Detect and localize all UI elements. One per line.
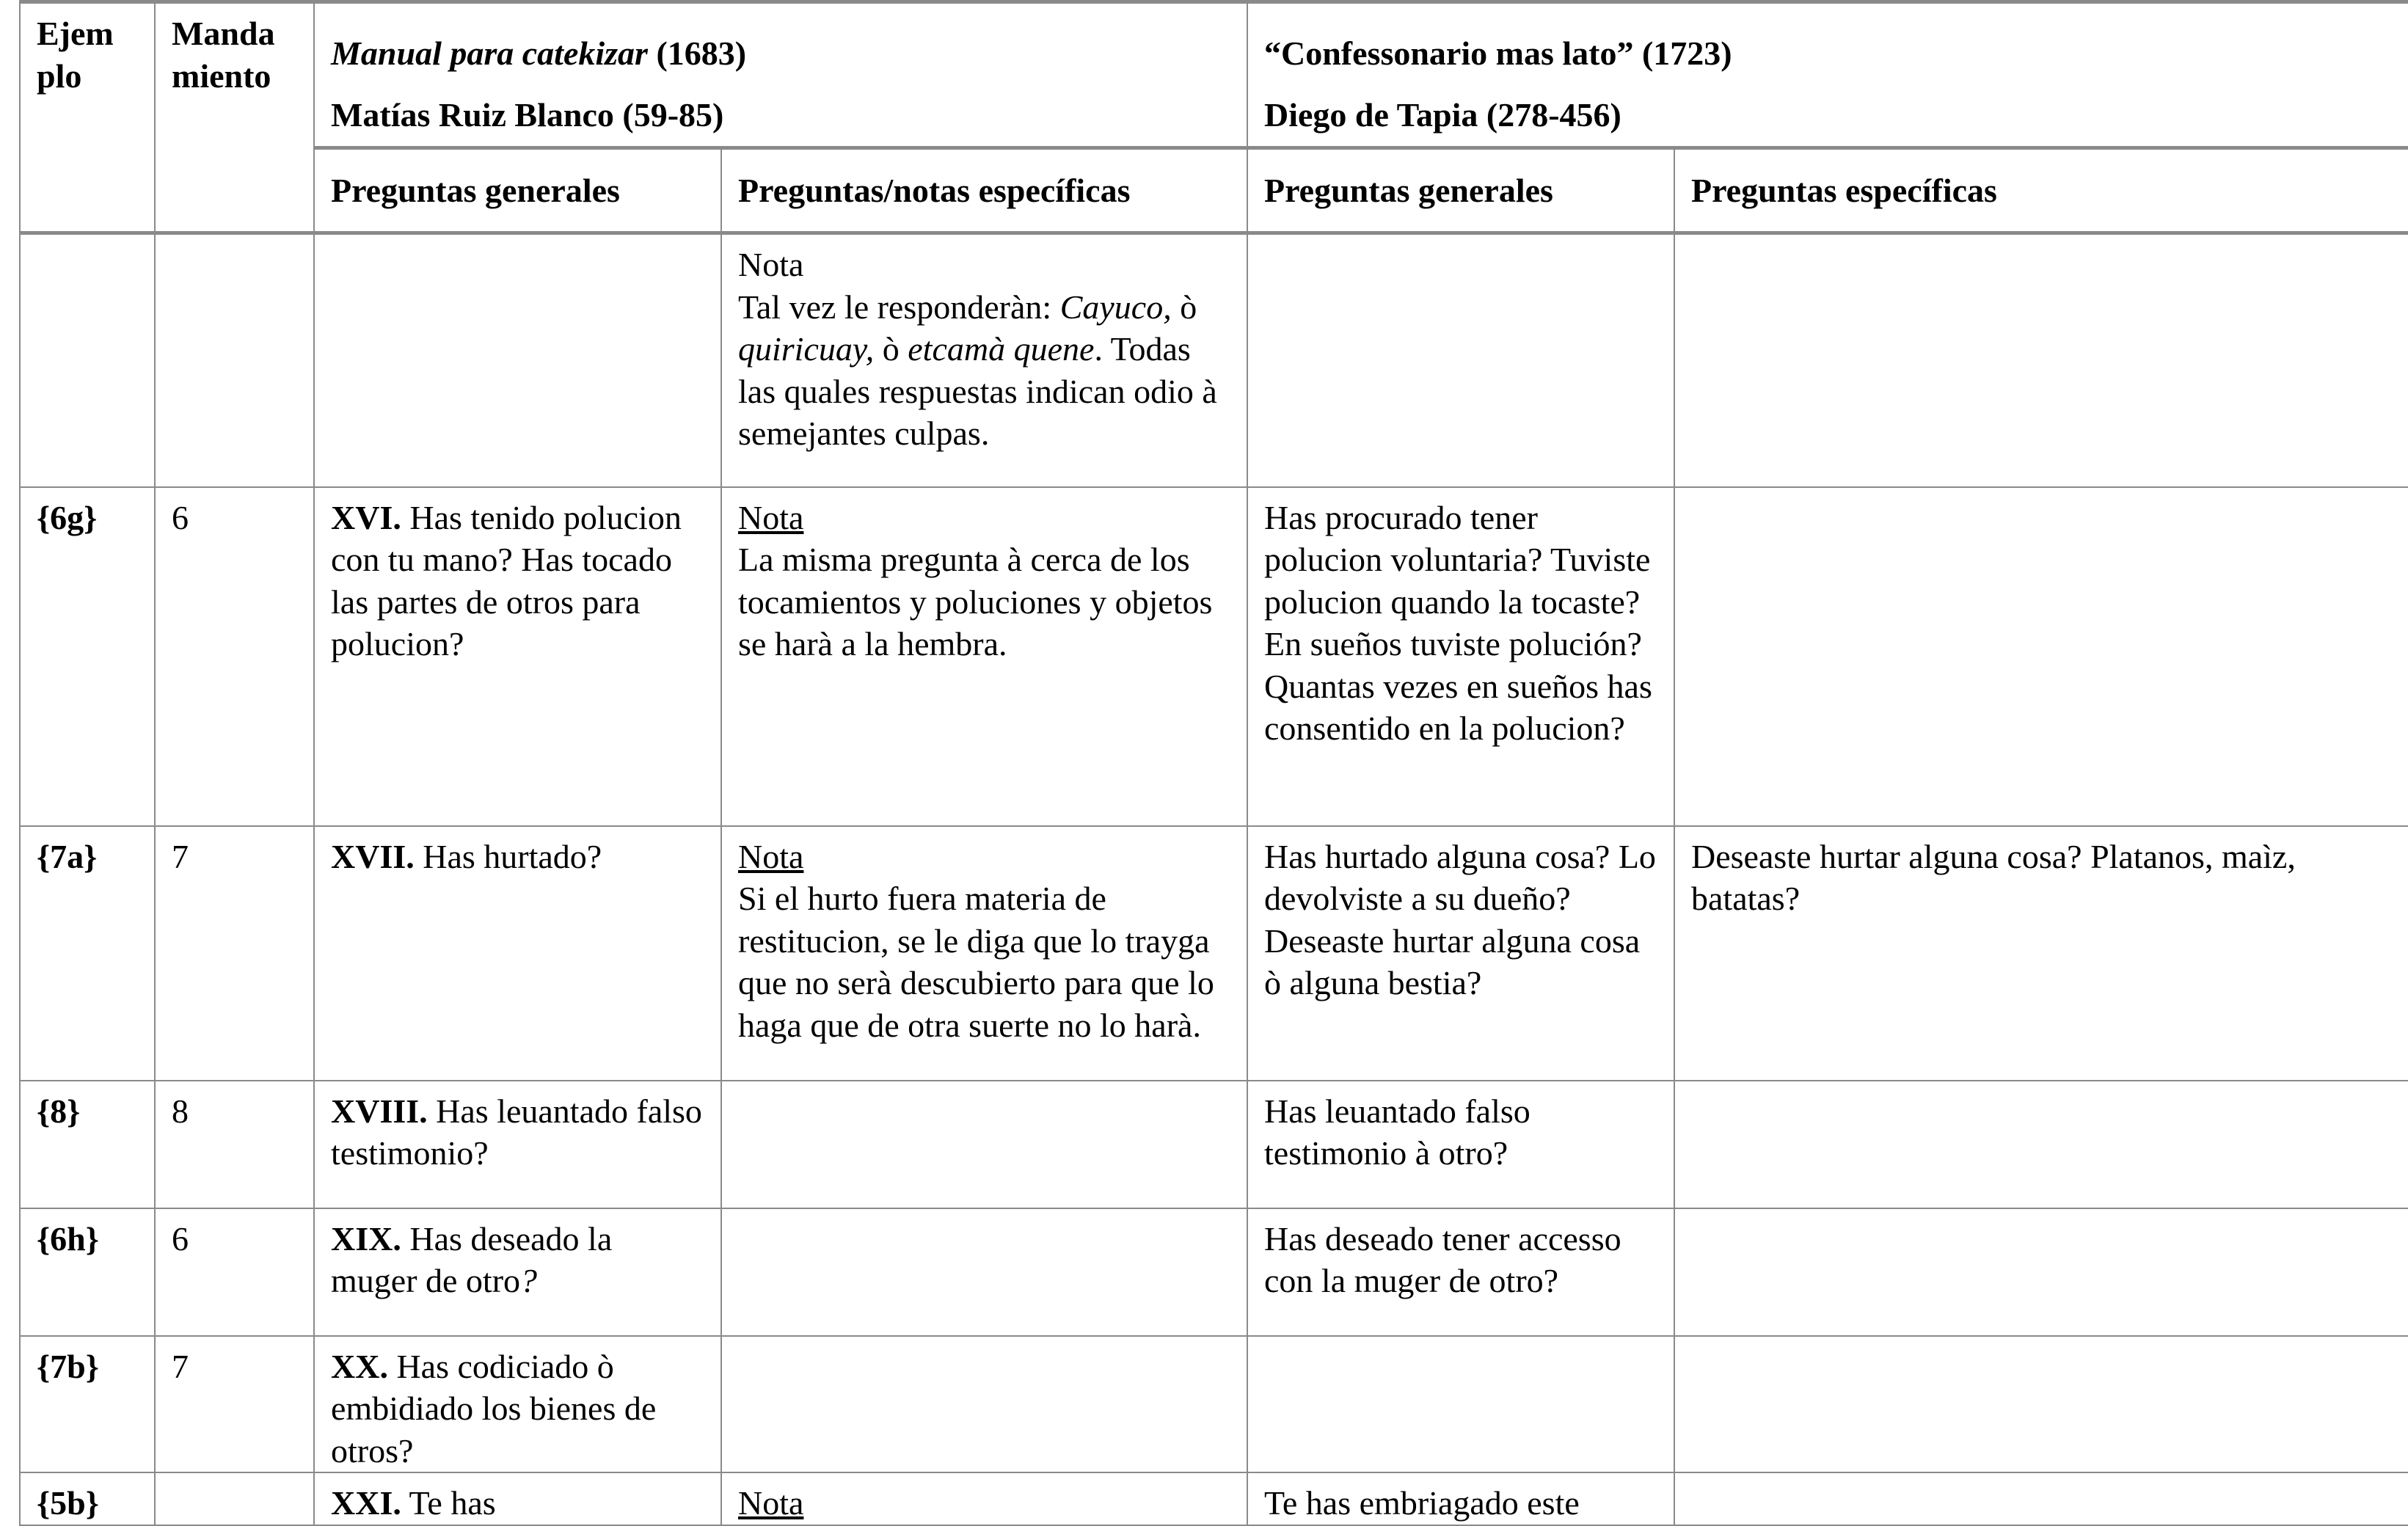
subheader-s1-specific: Preguntas/notas específicas bbox=[721, 148, 1247, 233]
comparison-table bbox=[19, 0, 2408, 1526]
cell-ejemplo bbox=[20, 233, 155, 487]
header-row-sub bbox=[20, 148, 2408, 233]
nota-label: Nota bbox=[738, 837, 804, 875]
cell-mandamiento: 8 bbox=[155, 1081, 314, 1208]
cell-ejemplo: {7a} bbox=[20, 826, 155, 1081]
question-number: XX. bbox=[331, 1347, 388, 1385]
cell-s1-general bbox=[314, 1336, 721, 1473]
source-2-author: Diego de Tapia (278-456) bbox=[1264, 96, 1621, 134]
source-2-title: “Confessonario mas lato” bbox=[1264, 34, 1634, 72]
cell-s1-specific bbox=[721, 487, 1247, 826]
header-row-main bbox=[20, 2, 2408, 148]
source-2-year: (1723) bbox=[1633, 34, 1732, 72]
cell-s2-general bbox=[1247, 233, 1674, 487]
cell-mandamiento: 7 bbox=[155, 826, 314, 1081]
cell-ejemplo: {6g} bbox=[20, 487, 155, 826]
question-number: XVI. bbox=[331, 498, 401, 536]
cell-s1-specific bbox=[721, 1472, 1247, 1525]
cell-ejemplo: {7b} bbox=[20, 1336, 155, 1473]
table-row bbox=[20, 1472, 2408, 1525]
cell-mandamiento bbox=[155, 233, 314, 487]
question-number: XXI. bbox=[331, 1484, 401, 1522]
header-ejemplo: Ejem plo bbox=[20, 2, 155, 233]
cell-mandamiento: 7 bbox=[155, 1336, 314, 1473]
question-text: Has leuantado falso testimonio? bbox=[331, 1092, 702, 1172]
note-text: La misma pregunta à cerca de los tocamientos y poluciones y objetos se harà a la hembra. bbox=[738, 541, 1213, 663]
note-italic-quiricuay: quiricuay, bbox=[738, 330, 875, 368]
cell-s2-general: Has procurado tener polucion voluntaria? Tuviste polucion quando la tocaste? En sueños tuviste polución? Quantas vezes en sueños has consentido en la polucion? bbox=[1247, 487, 1674, 826]
cell-s1-general bbox=[314, 487, 721, 826]
cell-s1-general bbox=[314, 1472, 721, 1525]
source-1-author: Matías Ruiz Blanco (59-85) bbox=[331, 96, 724, 134]
cell-s2-general: Has leuantado falso testimonio à otro? bbox=[1247, 1081, 1674, 1208]
table-row bbox=[20, 1208, 2408, 1336]
question-text: Has codiciado ò embidiado los bienes de otros? bbox=[331, 1347, 657, 1470]
subheader-s2-general: Preguntas generales bbox=[1247, 148, 1674, 233]
subheader-s2-specific: Preguntas específicas bbox=[1674, 148, 2408, 233]
note-text-mid2: ò bbox=[874, 330, 908, 368]
question-number: XIX. bbox=[331, 1219, 401, 1257]
cell-ejemplo: {8} bbox=[20, 1081, 155, 1208]
nota-label: Nota bbox=[738, 246, 804, 283]
question-text: Te has bbox=[401, 1484, 496, 1522]
cell-s1-general bbox=[314, 233, 721, 487]
cell-s2-specific bbox=[1674, 1336, 2408, 1473]
table-row bbox=[20, 1081, 2408, 1208]
cell-s2-general: Has hurtado alguna cosa? Lo devolviste a su dueño? Deseaste hurtar alguna cosa ò alguna bestia? bbox=[1247, 826, 1674, 1081]
table-row bbox=[20, 487, 2408, 826]
question-text: Has deseado la muger de otro bbox=[331, 1219, 613, 1300]
cell-s1-specific bbox=[721, 826, 1247, 1081]
cell-s2-general: Has deseado tener accesso con la muger de otro? bbox=[1247, 1208, 1674, 1336]
cell-s2-specific bbox=[1674, 487, 2408, 826]
cell-ejemplo: {6h} bbox=[20, 1208, 155, 1336]
cell-s2-specific bbox=[1674, 1208, 2408, 1336]
question-number: XVIII. bbox=[331, 1092, 428, 1130]
cell-s1-general bbox=[314, 1208, 721, 1336]
nota-label: Nota bbox=[738, 498, 804, 536]
question-mark: ? bbox=[520, 1262, 538, 1300]
note-italic-cayuco: Cayuco, bbox=[1059, 288, 1172, 326]
cell-s2-general bbox=[1247, 1336, 1674, 1473]
note-text: Si el hurto fuera materia de restitucion, se le diga que lo trayga que no serà descubierto para que lo haga que de otra suerte no lo harà. bbox=[738, 880, 1214, 1044]
table-row bbox=[20, 1336, 2408, 1473]
question-number: XVII. bbox=[331, 837, 415, 875]
source-1-title: Manual para catekizar bbox=[331, 34, 648, 72]
cell-mandamiento: 6 bbox=[155, 487, 314, 826]
cell-s1-general bbox=[314, 826, 721, 1081]
note-text-mid1: ò bbox=[1171, 288, 1197, 326]
cell-s1-specific bbox=[721, 1208, 1247, 1336]
table-row bbox=[20, 826, 2408, 1081]
note-italic-etcama: etcamà quene bbox=[908, 330, 1095, 368]
subheader-s1-general: Preguntas generales bbox=[314, 148, 721, 233]
question-text: Has hurtado? bbox=[414, 837, 602, 875]
note-text bbox=[738, 288, 1217, 453]
source-1-year: (1683) bbox=[647, 34, 747, 72]
header-source-1 bbox=[314, 2, 1247, 148]
cell-mandamiento: 6 bbox=[155, 1208, 314, 1336]
note-text-pre: Tal vez le responderàn: bbox=[738, 288, 1060, 326]
cell-s1-specific bbox=[721, 1336, 1247, 1473]
question-text: Has tenido polucion con tu mano? Has tocado las partes de otros para polucion? bbox=[331, 498, 682, 663]
cell-s1-specific bbox=[721, 233, 1247, 487]
header-source-2 bbox=[1247, 2, 2408, 148]
table-row bbox=[20, 233, 2408, 487]
cell-s1-general bbox=[314, 1081, 721, 1208]
cell-s2-specific bbox=[1674, 233, 2408, 487]
cell-ejemplo: {5b} bbox=[20, 1472, 155, 1525]
cell-s2-specific bbox=[1674, 1081, 2408, 1208]
cell-s2-specific bbox=[1674, 1472, 2408, 1525]
cell-s1-specific bbox=[721, 1081, 1247, 1208]
cell-mandamiento bbox=[155, 1472, 314, 1525]
header-mandamiento: Manda miento bbox=[155, 2, 314, 233]
cell-s2-general: Te has embriagado este bbox=[1247, 1472, 1674, 1525]
note-text-post: . Todas las quales respuestas indican odio à semejantes culpas. bbox=[738, 330, 1217, 453]
cell-s2-specific: Deseaste hurtar alguna cosa? Platanos, maìz, batatas? bbox=[1674, 826, 2408, 1081]
nota-label: Nota bbox=[738, 1484, 804, 1522]
